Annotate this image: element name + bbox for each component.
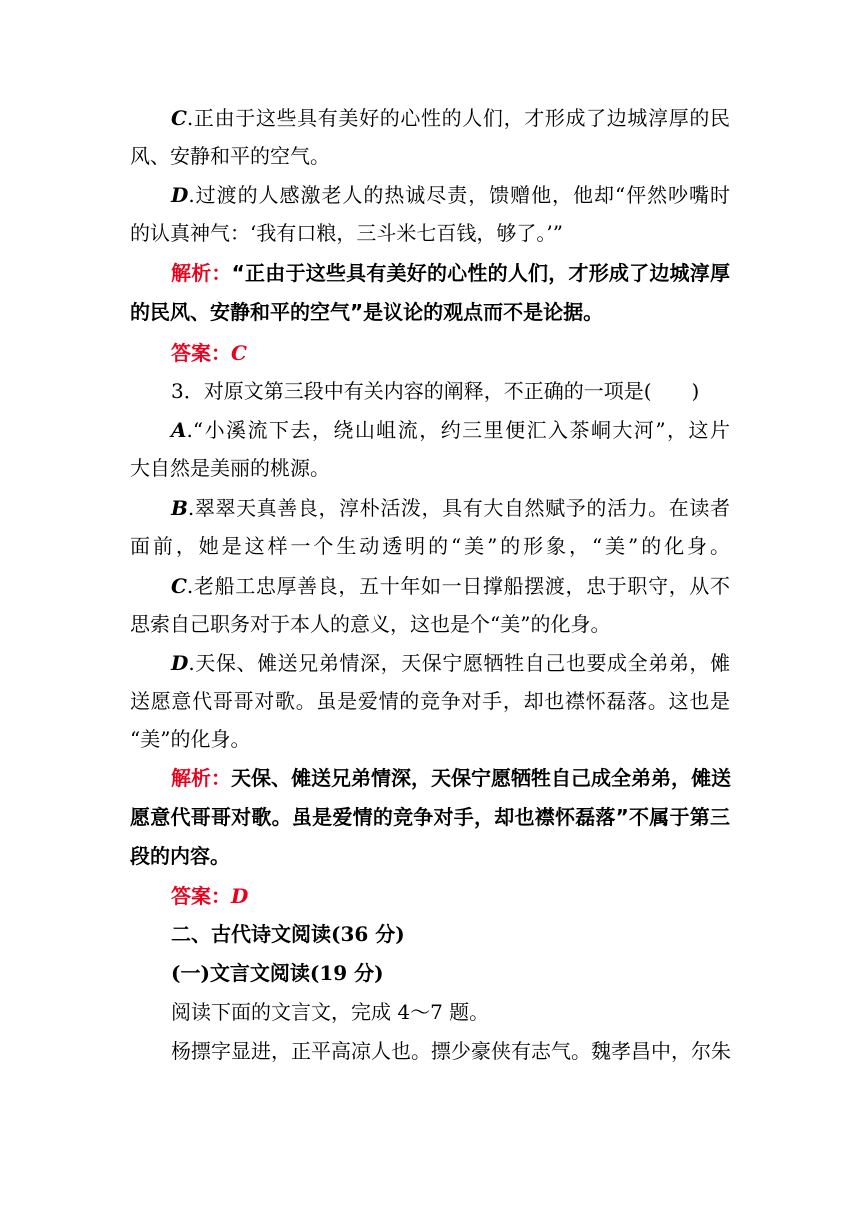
q3-option-c-line1: C.老船工忠厚善良，五十年如一日撑船摆渡，忠于职守，从不 xyxy=(171,574,730,598)
q3-option-d-line2: 送愿意代哥哥对歌。虽是爱情的竞争对手，却也襟怀磊落。这也是 xyxy=(130,689,730,713)
q3-option-a-line2: 大自然是美丽的桃源。 xyxy=(130,456,330,480)
section-2-heading: 二、古代诗文阅读(36 分) xyxy=(171,922,405,946)
answer-2: 答案：D xyxy=(171,884,249,908)
analysis-2-line2: 愿意代哥哥对歌。虽是爱情的竞争对手，却也襟怀磊落”不属于第三 xyxy=(130,805,730,829)
subsection-heading: (一)文言文阅读(19 分) xyxy=(171,961,384,985)
option-d-line1: D.过渡的人感激老人的热诚尽责，馈赠他，他却“伻然吵嘴时 xyxy=(171,183,730,207)
analysis-2-line1: 解析：天保、傩送兄弟情深，天保宁愿牺牲自己成全弟弟，傩送 xyxy=(171,766,731,790)
q3-option-c-line2: 思索自己职务对于本人的意义，这也是个“美”的化身。 xyxy=(130,612,611,636)
question-3: 3．对原文第三段中有关内容的阐释，不正确的一项是( ) xyxy=(171,379,700,403)
q3-option-d-line1: D.天保、傩送兄弟情深，天保宁愿牺牲自己也要成全弟弟，傩 xyxy=(171,651,730,675)
option-c-line1: C.正由于这些具有美好的心性的人们，才形成了边城淳厚的民 xyxy=(171,106,730,130)
q3-option-d-line3: “美”的化身。 xyxy=(130,727,251,751)
analysis-1-line2: 的民风、安静和平的空气”是议论的观点而不是论据。 xyxy=(130,300,604,324)
q3-option-a-line1: A.“小溪流下去，绕山岨流，约三里便汇入茶峒大河”，这片 xyxy=(171,418,730,442)
option-d-line2: 的认真神气：‘我有口粮，三斗米七百钱，够了。’” xyxy=(130,221,563,245)
analysis-2-line3: 段的内容。 xyxy=(130,844,230,868)
answer-1: 答案：C xyxy=(171,341,247,365)
q3-option-b-line2: 面前，她是这样一个生动透明的“美”的形象，“美”的化身。 xyxy=(130,534,730,558)
passage-line1: 杨摽字显进，正平高凉人也。摽少豪侠有志气。魏孝昌中，尔朱 xyxy=(171,1039,731,1063)
analysis-1-line1: 解析：“正由于这些具有美好的心性的人们，才形成了边城淳厚 xyxy=(171,261,730,285)
q3-option-b-line1: B.翠翠天真善良，淳朴活泼，具有大自然赋予的活力。在读者 xyxy=(171,496,730,520)
option-c-line2: 风、安静和平的空气。 xyxy=(130,144,330,168)
instruction: 阅读下面的文言文，完成 4～7 题。 xyxy=(171,1000,490,1024)
